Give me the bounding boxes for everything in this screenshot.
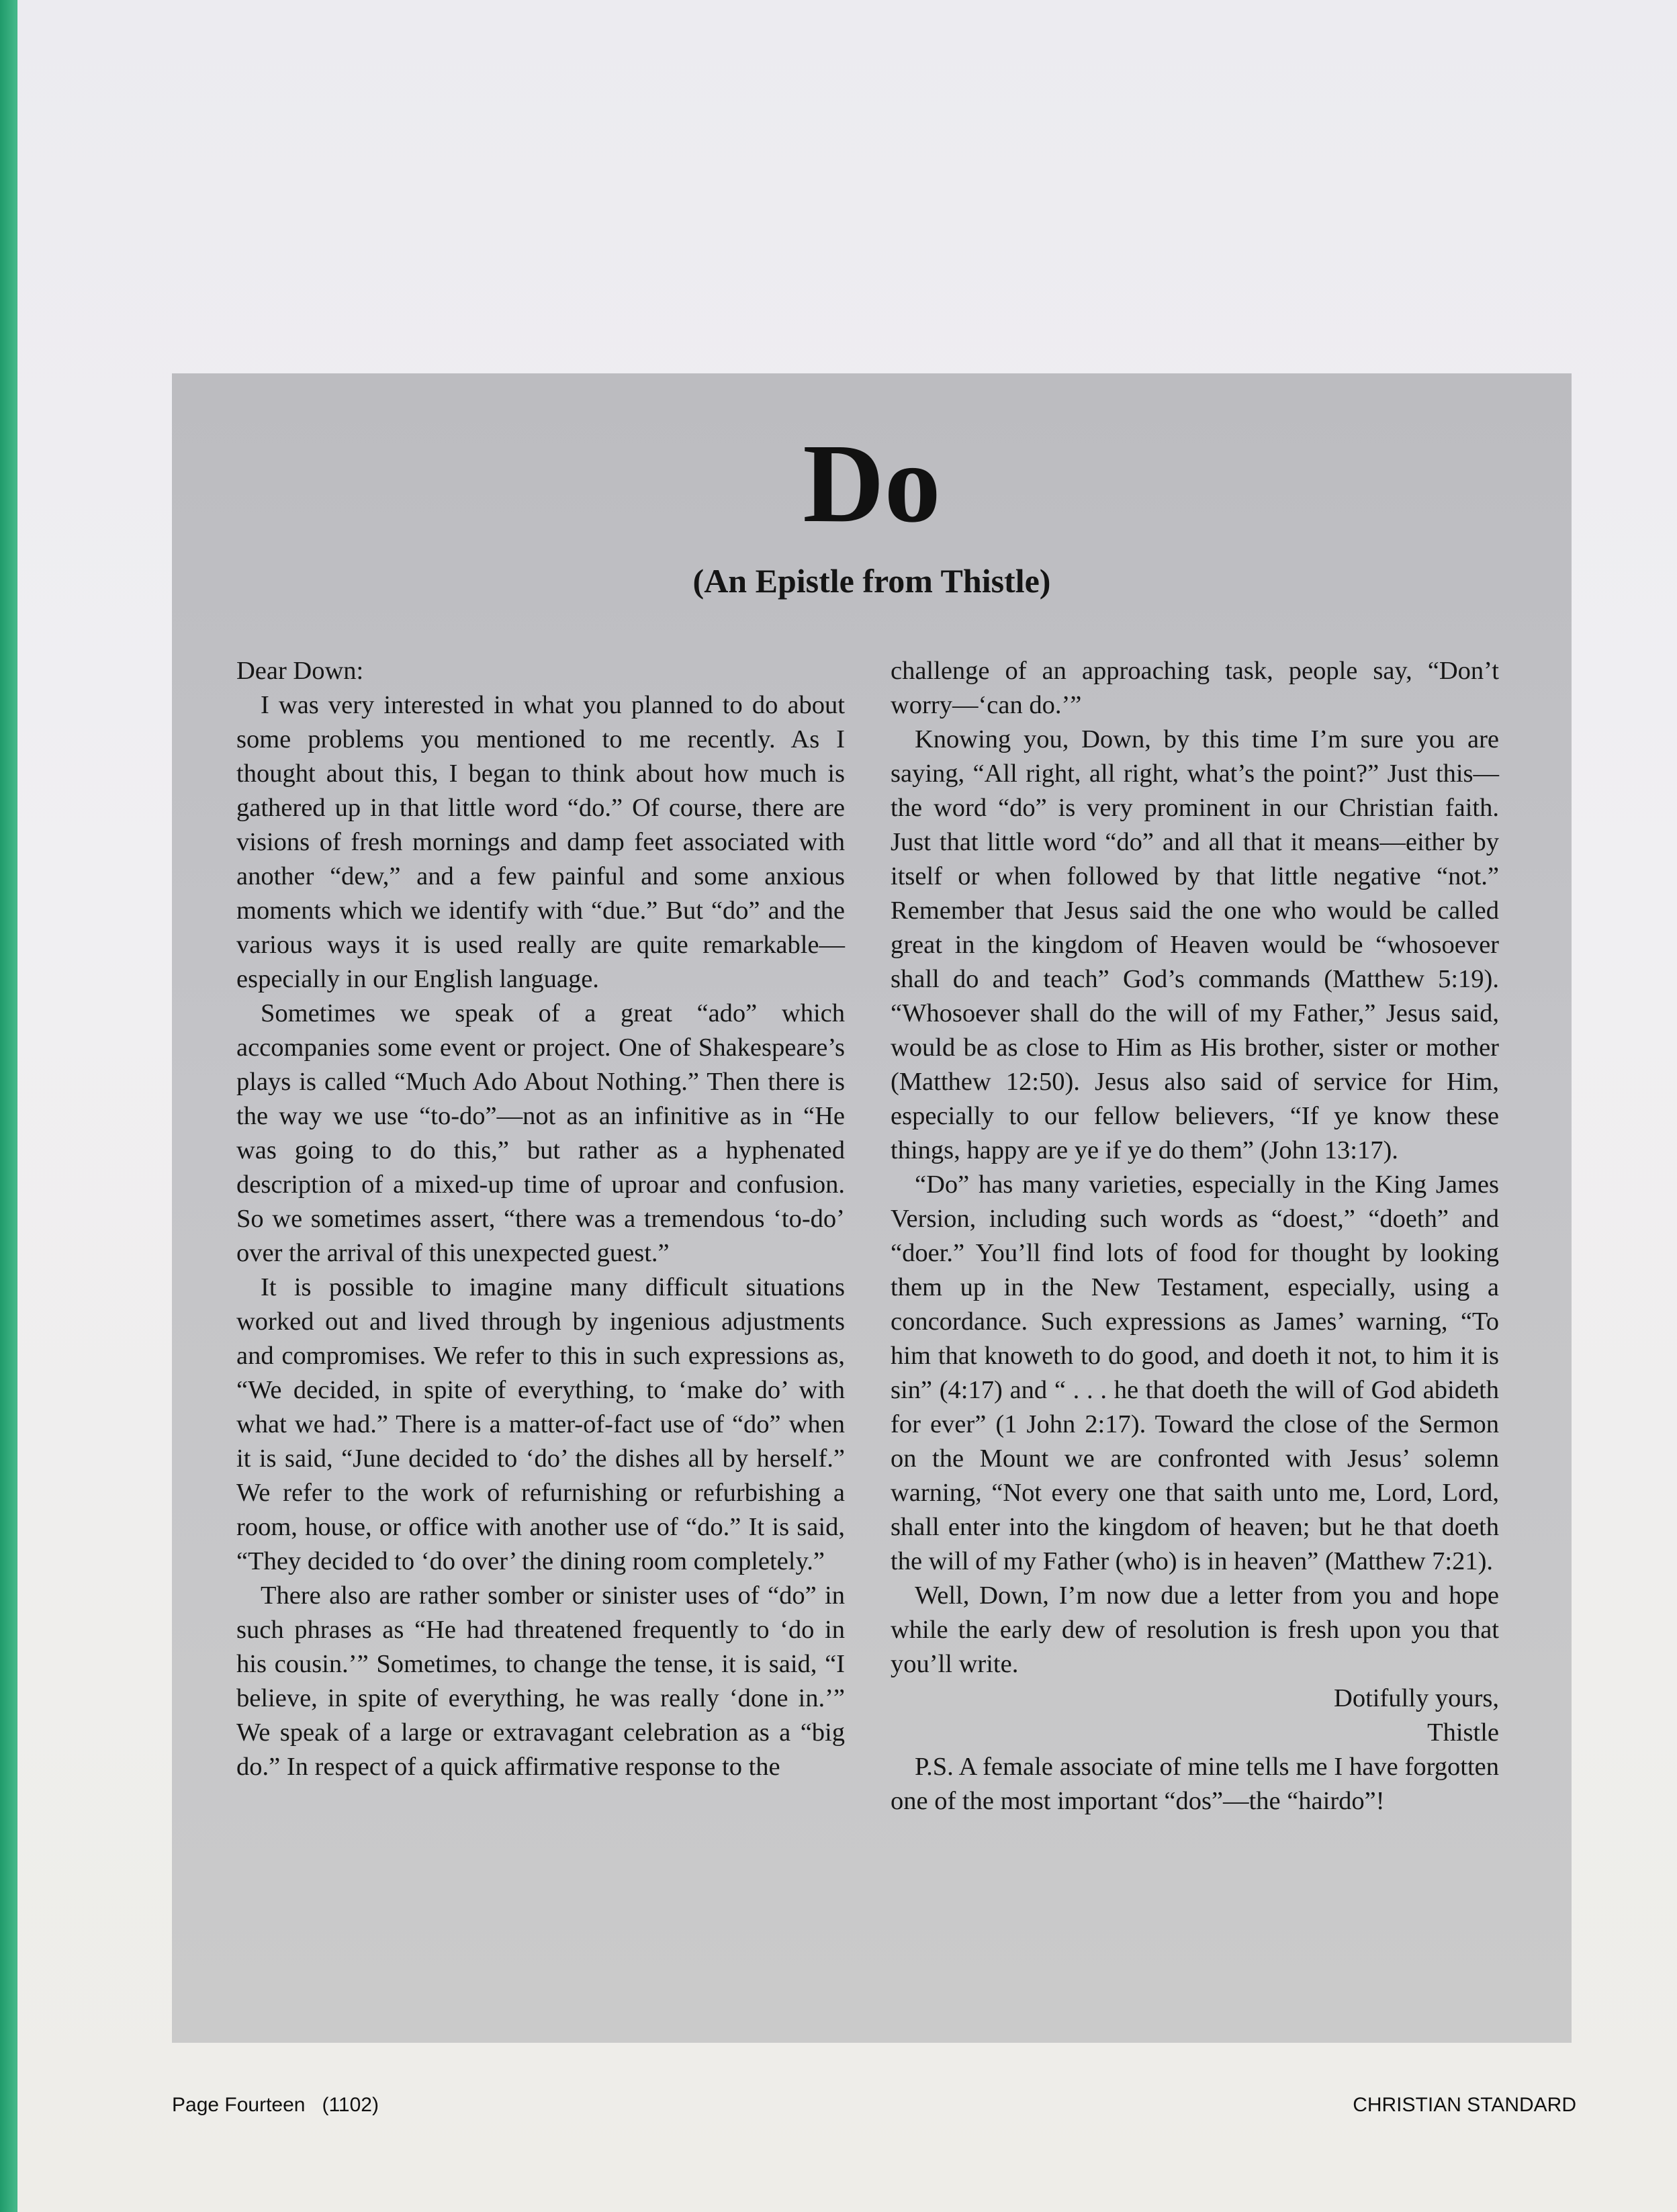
body-paragraph-continued: challenge of an approaching task, people say, “Don’t worry—‘can do.’” — [891, 657, 1499, 719]
left-column — [236, 654, 845, 1784]
body-paragraph: I was very interested in what you planned to do about some problems you mentioned to me recently. As I thought about this, I began to think about how much is gathered up in that little word “do.” Of course, there are visions of fresh mornings and damp feet associated with another “dew,” and a few painful and some anxious moments which we identify with “due.” But “do” and the various ways it is used really are quite remarkable—especially in our English language. — [236, 691, 845, 993]
show-through-ghost-text — [152, 141, 1361, 275]
page-number-footer: Page Fourteen (1102) — [172, 2094, 379, 2116]
body-paragraph: Knowing you, Down, by this time I’m sure you are saying, “All right, all right, what’s the point?” Just this—the word “do” is very prominent in our Christian faith. Just that little word “do” and all that it means—either by itself or when followed by that little negative “not.” Remember that Jesus said the one who would be called great in the kingdom of Heaven would be “whosoever shall do and teach” God’s commands (Matthew 5:19). “Whosoever shall do the will of my Father,” Jesus said, would be as close to Him as His brother, sister or mother (Matthew 12:50). Jesus also said of service for Him, especially to our fellow believers, “If ye know these things, happy are ye if ye do them” (John 13:17). — [891, 725, 1499, 1164]
body-paragraph: There also are rather somber or sinister uses of “do” in such phrases as “He had threatened frequently to ‘do in his cousin.’” Sometimes, to change the tense, it is said, “I believe, in spite of everything, he was really ‘done in.’” We speak of a large or extravagant celebration as a “big do.” In respect of a quick affirmative response to the — [236, 1581, 845, 1781]
magazine-name-footer: CHRISTIAN STANDARD — [1353, 2094, 1576, 2116]
body-paragraph: “Do” has many varieties, especially in the King James Version, including such words as “doest,” “doeth” and “doer.” You’ll find lots of food for thought by looking them up in the New Testament, especially, using a concordance. Such expressions as James’ warning, “To him that knoweth to do good, and doeth it not, to him it is sin” (4:17) and “ . . . he that doeth the will of God abideth for ever” (1 John 2:17). Toward the close of the Sermon on the Mount we are confronted with Jesus’ solemn warning, “Not every one that saith unto me, Lord, Lord, shall enter into the kingdom of heaven; but he that doeth the will of my Father (who) is in heaven” (Matthew 7:21). — [891, 1170, 1499, 1575]
signature: Thistle — [1427, 1718, 1499, 1747]
body-paragraph: Well, Down, I’m now due a letter from you and hope while the early dew of resolution is fresh upon you that you’ll write. — [891, 1581, 1499, 1678]
right-column — [891, 654, 1499, 1818]
article-panel — [172, 373, 1572, 2043]
article-title: Do — [803, 421, 941, 546]
article-subtitle: (An Epistle from Thistle) — [692, 562, 1051, 600]
body-paragraph: It is possible to imagine many difficult situations worked out and lived through by ingenious adjustments and compromises. We refer to this in such expressions as, “We decided, in spite of everything, to ‘make do’ with what we had.” There is a matter-of-fact use of “do” when it is said, “June decided to ‘do’ the dishes all by herself.” We refer to the work of refurnishing or refurbishing a room, house, or office with another use of “do.” It is said, “They decided to ‘do over’ the dining room completely.” — [236, 1273, 845, 1575]
salutation: Dear Down: — [236, 657, 364, 685]
closing-line: Dotifully yours, — [1334, 1684, 1499, 1712]
body-paragraph: Sometimes we speak of a great “ado” which accompanies some event or project. One of Shakespeare’s plays is called “Much Ado About Nothing.” Then there is the way we use “to-do”—not as an infinitive as in “He was going to do this,” but rather as a hyphenated description of a mixed-up time of uproar and confusion. So we sometimes assert, “there was a tremendous ‘to-do’ over the arrival of this unexpected guest.” — [236, 999, 845, 1267]
postscript: P.S. A female associate of mine tells me I have forgotten one of the most important “dos”—the “hairdo”! — [891, 1753, 1499, 1815]
